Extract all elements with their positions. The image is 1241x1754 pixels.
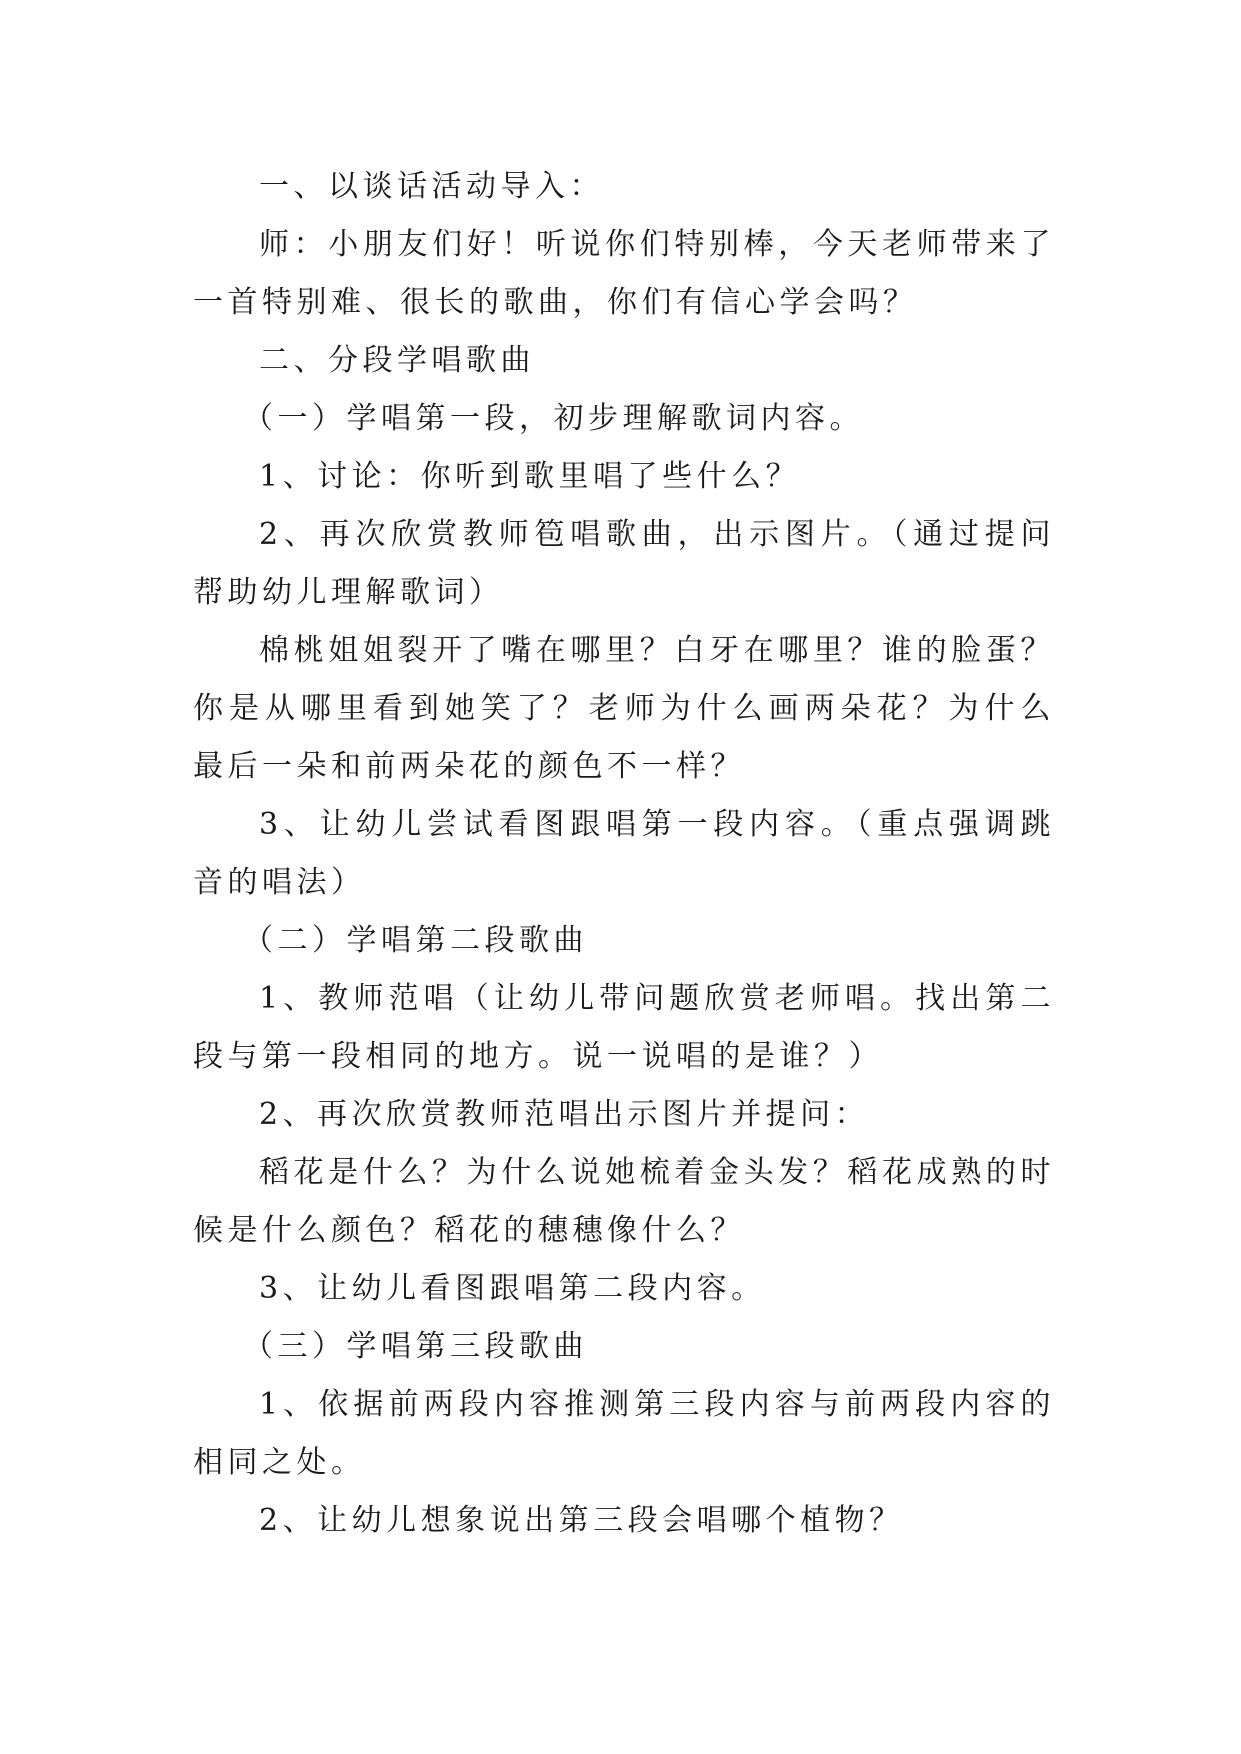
teacher-greeting-paragraph: 师：小朋友们好！听说你们特别棒，今天老师带来了一首特别难、很长的歌曲，你们有信心学会吗？ bbox=[193, 227, 1055, 320]
question-paragraph: 棉桃姐姐裂开了嘴在哪里？白牙在哪里？谁的脸蛋？你是从哪里看到她笑了？老师为什么画两朵花？为什么最后一朵和前两朵花的颜色不一样？ bbox=[193, 633, 1055, 784]
step-paragraph: 3、让幼儿看图跟唱第二段内容。 bbox=[259, 1271, 766, 1306]
step-paragraph: 1、讨论：你听到歌里唱了些什么？ bbox=[259, 459, 801, 494]
step-paragraph: 3、让幼儿尝试看图跟唱第一段内容。（重点强调跳音的唱法） bbox=[193, 807, 1055, 900]
subsection-heading-1: （一）学唱第一段，初步理解歌词内容。 bbox=[243, 401, 864, 436]
subsection-heading-3: （三）学唱第三段歌曲 bbox=[243, 1329, 588, 1364]
step-paragraph: 2、再次欣赏教师笣唱歌曲，出示图片。（通过提问帮助幼儿理解歌词） bbox=[193, 517, 1055, 610]
step-paragraph: 1、依据前两段内容推测第三段内容与前两段内容的相同之处。 bbox=[193, 1387, 1055, 1480]
question-paragraph: 稻花是什么？为什么说她梳着金头发？稻花成熟的时候是什么颜色？稻花的穗穗像什么？ bbox=[193, 1155, 1055, 1248]
section-heading-learning: 二、分段学唱歌曲 bbox=[259, 343, 535, 378]
section-heading-intro: 一、以谈话活动导入： bbox=[259, 169, 604, 204]
step-paragraph: 2、让幼儿想象说出第三段会唱哪个植物？ bbox=[259, 1503, 904, 1538]
document-body bbox=[193, 158, 1055, 1550]
subsection-heading-2: （二）学唱第二段歌曲 bbox=[243, 923, 588, 958]
step-paragraph: 2、再次欣赏教师范唱出示图片并提问： bbox=[259, 1097, 870, 1132]
step-paragraph: 1、教师范唱（让幼儿带问题欣赏老师唱。找出第二段与第一段相同的地方。说一说唱的是谁？） bbox=[193, 981, 1055, 1074]
